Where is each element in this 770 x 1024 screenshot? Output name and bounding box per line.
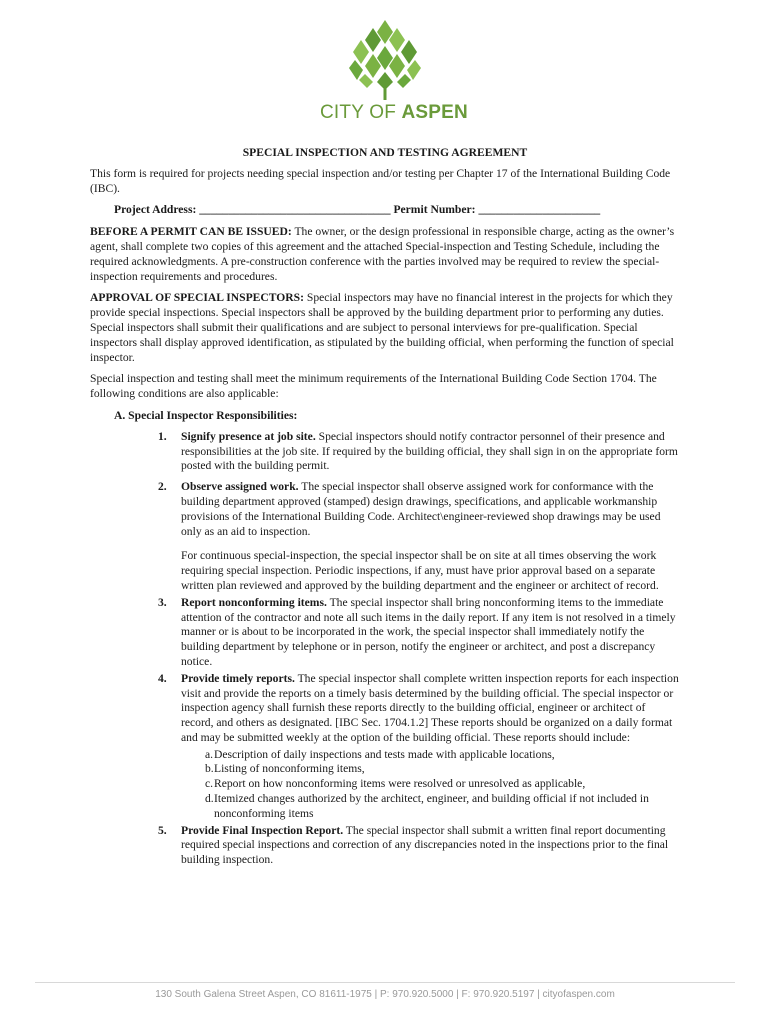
- item-number: 3.: [158, 595, 167, 609]
- section-a-heading: A. Special Inspector Responsibilities:: [114, 408, 298, 422]
- item-heading: Signify presence at job site.: [181, 429, 316, 443]
- list-item: [90, 672, 680, 746]
- sub-item-letter: b.: [205, 762, 214, 776]
- city-of-aspen-logo: [320, 18, 468, 128]
- list-item: [90, 824, 680, 868]
- before-permit-text: The owner, or the design professional in responsible charge, acting as the owner’s agent, shall complete two copies of this agreement and the attached Special-inspection and Testing Schedule, including the required acknowledgments. A pre-construction conference with the parties involved may be required to review the special-inspection requirements and procedures.: [90, 225, 675, 283]
- sub-item-text: Report on how nonconforming items were resolved or unresolved as applicable,: [214, 777, 586, 791]
- item-heading: Observe assigned work.: [181, 480, 299, 494]
- item-text: The special inspector shall complete written inspection reports for each inspection visit and provide the reports on a timely basis determined by the building official. The special inspector or inspection agency shall furnish these reports directly to the building official, engineer or architect of record, and others as designated. [IBC Sec. 1704.1.2] These reports should be organized on a daily format and may be submitted weekly at the option of the building official. These reports should include:: [181, 671, 679, 744]
- footer-contact: 130 South Galena Street Aspen, CO 81611-1975 | P: 970.920.5000 | F: 970.920.5197 | cityofaspen.com: [155, 989, 615, 1000]
- sub-item-text: Itemized changes authorized by the architect, engineer, and building official if not included in nonconforming items: [214, 792, 649, 820]
- sub-list-item: [90, 777, 680, 792]
- list-item: [90, 480, 680, 539]
- item-heading: Provide timely reports.: [181, 671, 295, 685]
- item-text: Special inspectors should notify contractor personnel of their presence and responsibilities at the job site. If required by the building official, they shall sign in on the appropriate form posted with the building permit.: [181, 429, 678, 473]
- item-heading: Report nonconforming items.: [181, 595, 327, 609]
- approval-paragraph: [90, 291, 680, 365]
- item-text: The special inspector shall submit a written final report documenting required special inspections and correction of any discrepancies noted in the inspections prior to the final building inspection.: [181, 823, 669, 867]
- permit-number-field[interactable]: _____________________: [478, 203, 601, 217]
- page-title: SPECIAL INSPECTION AND TESTING AGREEMENT: [242, 146, 528, 159]
- item-number: 1.: [158, 429, 167, 443]
- project-address-label: Project Address:: [114, 203, 197, 217]
- sub-list-item: [90, 792, 680, 822]
- footer-divider: [35, 982, 735, 983]
- logo-wordmark: CITY OF ASPEN: [320, 102, 468, 123]
- project-address-field[interactable]: _________________________________: [199, 203, 391, 217]
- sub-item-text: Description of daily inspections and tests made with applicable locations,: [214, 747, 555, 761]
- continuous-inspection-paragraph: For continuous special-inspection, the special inspector shall be on site at all times observing the work requiring special inspection. Periodic inspections, if any, must have prior approval based on a separate written plan reviewed and approved by the building department and the engineer or architect of record.: [181, 549, 659, 592]
- aspen-leaf-icon: [345, 18, 425, 100]
- item-number: 5.: [158, 823, 167, 837]
- document-body: [90, 146, 680, 874]
- item-number: 2.: [158, 480, 167, 494]
- sub-list-item: [90, 762, 680, 777]
- permit-number-label: Permit Number:: [393, 203, 476, 217]
- item-text: The special inspector shall observe assigned work for conformance with the building department approved (stamped) design drawings, specifications, and applicable workmanship provisions of the International Building Code. Architect\engineer-reviewed shop drawings may be used only as an aid to inspection.: [181, 480, 661, 538]
- sub-item-text: Listing of nonconforming items,: [214, 762, 365, 776]
- requirements-paragraph: Special inspection and testing shall meet the minimum requirements of the International Building Code Section 1704. The following conditions are also applicable:: [90, 372, 657, 401]
- project-fields-line: [90, 203, 680, 218]
- sub-list-item: [90, 748, 680, 763]
- list-item: [90, 596, 680, 670]
- item-number: 4.: [158, 671, 167, 685]
- item-text: The special inspector shall bring nonconforming items to the immediate attention of the contractor and note all such items in the daily report. If any item is not resolved in a timely manner or is about to be incorporated in the work, the special inspector shall immediately notify the building department by telephone or in person, notify the engineer or architect, and post a discrepancy notice.: [181, 595, 676, 668]
- sub-item-letter: a.: [205, 747, 214, 761]
- approval-heading: APPROVAL OF SPECIAL INSPECTORS:: [90, 291, 304, 305]
- list-item: [90, 430, 680, 474]
- item-heading: Provide Final Inspection Report.: [181, 823, 344, 837]
- sub-item-letter: c.: [205, 777, 214, 791]
- intro-paragraph: This form is required for projects needing special inspection and/or testing per Chapter 17 of the International Building Code (IBC).: [90, 166, 671, 195]
- before-permit-heading: BEFORE A PERMIT CAN BE ISSUED:: [90, 225, 292, 239]
- approval-text: Special inspectors may have no financial interest in the projects for which they provide special inspections. Special inspectors shall be approved by the building department prior to performing any duties. Special inspectors shall submit their qualifications and are subject to personal interviews for pre-qualification. Special inspectors shall display approved identification, as stipulated by the building official, when performing the function of special inspector.: [90, 291, 674, 364]
- before-permit-paragraph: [90, 225, 680, 284]
- sub-item-letter: d.: [205, 792, 214, 806]
